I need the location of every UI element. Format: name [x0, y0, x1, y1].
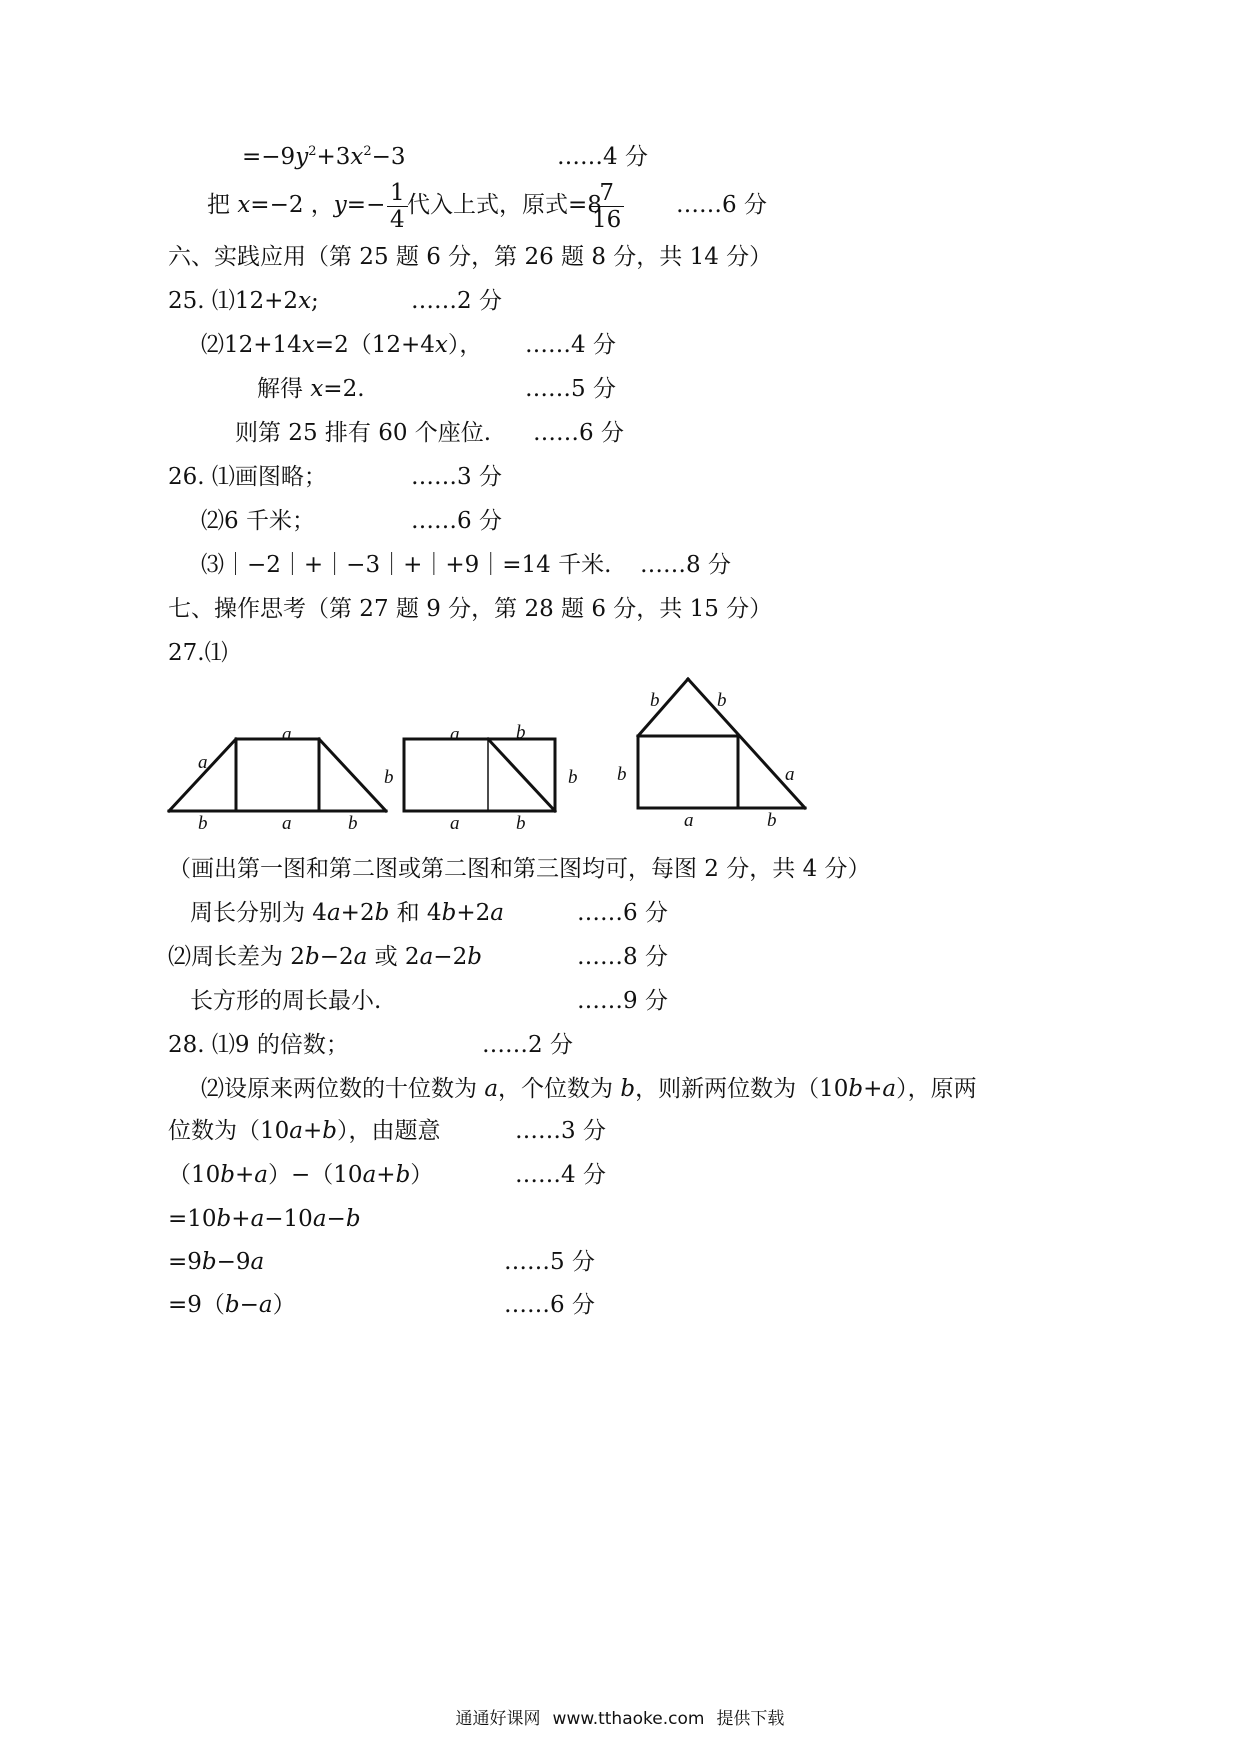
fraction-one-quarter: $\frac{1}{4}$ — [387, 180, 408, 233]
q28-step3: =9b−9a — [168, 1249, 265, 1275]
fig1-right-label: b — [384, 767, 394, 788]
score-17: ……6 分 — [504, 1292, 595, 1318]
fig3-slant-label: a — [785, 764, 795, 785]
score-5: ……5 分 — [525, 376, 616, 402]
q28-step4: =9（b−a） — [168, 1292, 296, 1318]
fraction-seven-sixteenths: $\frac{7}{16}$ — [589, 180, 624, 233]
score-15: ……4 分 — [515, 1162, 606, 1188]
q28-setup: ⑵设原来两位数的十位数为 a，个位数为 b，则新两位数为（10b+a），原两 — [201, 1076, 977, 1102]
q26-part1: 26. ⑴画图略； — [168, 464, 327, 490]
fig1-left-label: a — [198, 752, 208, 773]
footer-note: 提供下载 — [716, 1709, 785, 1729]
q25-conclusion: 则第 25 排有 60 个座位. — [235, 420, 492, 446]
score-13: ……2 分 — [482, 1032, 573, 1058]
substitution-result: 代入上式，原式=8 — [407, 192, 602, 218]
equation-line-1: $=-9y^2+3x^2-3$ — [242, 144, 406, 170]
figure-scoring-note: （画出第一图和第二图或第二图和第三图均可，每图 2 分，共 4 分） — [168, 856, 871, 882]
q28-setup-cont: 位数为（10a+b），由题意 — [168, 1118, 441, 1144]
score-16: ……5 分 — [504, 1249, 595, 1275]
fig2-right-label: b — [568, 767, 578, 788]
fig1-bottom-right-label: b — [348, 813, 358, 834]
fig3-bottom-right-label: b — [767, 810, 777, 831]
q27-conclusion: 长方形的周长最小. — [190, 988, 382, 1014]
q25-part2: ⑵12+14x=2（12+4x）， — [201, 332, 483, 358]
score-12: ……9 分 — [577, 988, 668, 1014]
fig2-top-left-label: a — [450, 724, 460, 745]
score-3: ……2 分 — [411, 288, 502, 314]
q25-solve: 解得 x=2. — [257, 376, 365, 402]
score-14: ……3 分 — [515, 1118, 606, 1144]
fig1-top-label: a — [282, 724, 292, 745]
footer-site: 通通好课网 — [455, 1709, 541, 1729]
q28-part1: 28. ⑴9 的倍数； — [168, 1032, 349, 1058]
score-10: ……6 分 — [577, 900, 668, 926]
score-1: ……4 分 — [557, 144, 648, 170]
page-footer — [0, 1704, 1240, 1729]
score-11: ……8 分 — [577, 944, 668, 970]
score-8: ……6 分 — [411, 508, 502, 534]
q26-part3: ⑶｜−2｜+｜−3｜+｜+9｜=14 千米. — [201, 552, 612, 578]
score-9: ……8 分 — [640, 552, 731, 578]
q28-step2: =10b+a−10a−b — [168, 1206, 361, 1232]
footer-url[interactable]: www.tthaoke.com — [552, 1709, 705, 1729]
score-4: ……4 分 — [525, 332, 616, 358]
fig1-bottom-mid-label: a — [282, 813, 292, 834]
section-six-heading: 六、实践应用（第 25 题 6 分，第 26 题 8 分，共 14 分） — [168, 244, 773, 270]
q27-label: 27.⑴ — [168, 640, 228, 666]
score-2: ……6 分 — [676, 192, 767, 218]
fig2-bottom-right-label: b — [516, 813, 526, 834]
substitution-line: 把 x=−2 ，y=− — [207, 192, 386, 218]
fig3-left-label: b — [617, 764, 627, 785]
fig3-roof-right-label: b — [717, 690, 727, 711]
score-6: ……6 分 — [533, 420, 624, 446]
q26-part2: ⑵6 千米； — [201, 508, 315, 534]
fig2-top-right-label: b — [516, 722, 526, 743]
score-7: ……3 分 — [411, 464, 502, 490]
fig1-bottom-left-label: b — [198, 813, 208, 834]
q27-part2: ⑵周长差为 2b−2a 或 2a−2b — [168, 944, 482, 970]
fig3-roof-left-label: b — [650, 690, 660, 711]
q25-part1: 25. ⑴12+2x; — [168, 288, 319, 314]
q28-step1: （10b+a）−（10a+b） — [168, 1162, 434, 1188]
q27-perimeters: 周长分别为 4a+2b 和 4b+2a — [190, 900, 504, 926]
section-seven-heading: 七、操作思考（第 27 题 9 分，第 28 题 6 分，共 15 分） — [168, 596, 773, 622]
fig2-bottom-left-label: a — [450, 813, 460, 834]
fig3-bottom-left-label: a — [684, 810, 694, 831]
